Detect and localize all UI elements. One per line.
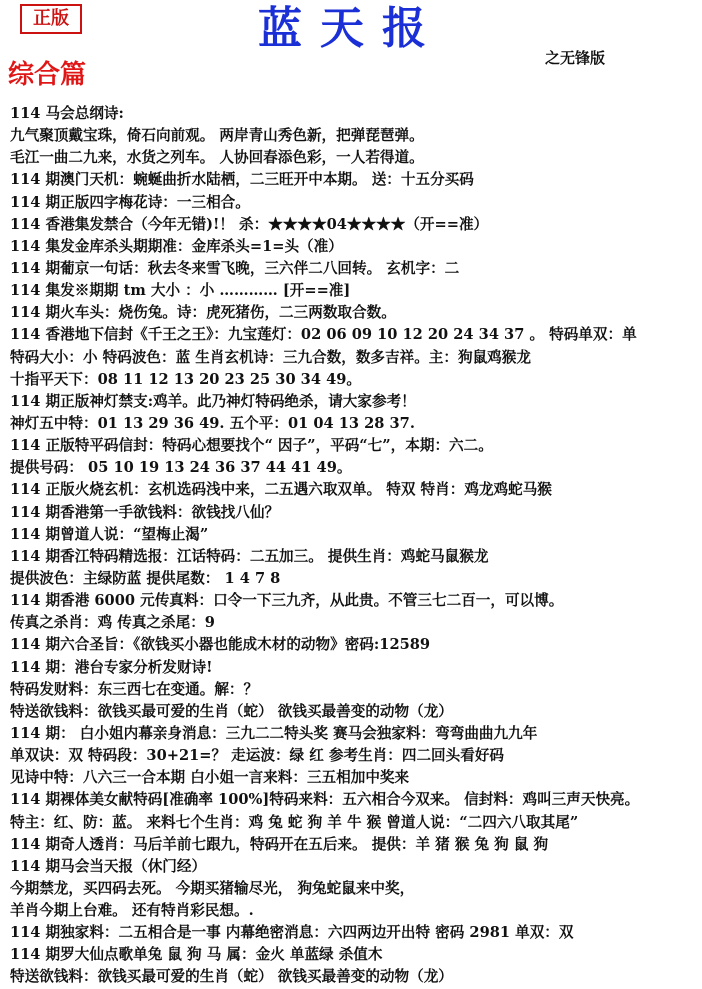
text-line: 特送欲钱料：欲钱买最可爱的生肖（蛇） 欲钱买最善变的动物（龙） <box>10 968 453 986</box>
text-line: 九气聚顶戴宝珠，倚石向前观。 两岸青山秀色新，把弹琵琶弹。 <box>10 127 424 145</box>
edition-label: 之无锋版 <box>545 49 606 67</box>
text-line: 提供波色：主绿防蓝 提供尾数： 1 4 7 8 <box>10 569 281 587</box>
text-line: 提供号码： 05 10 19 13 24 36 37 44 41 49。 <box>10 459 352 477</box>
text-line: 114 期独家料：二五相合是一事 内幕绝密消息：六四两边开出特 密码 2981 单双：双 <box>10 924 574 942</box>
text-line: 114 期：港台专家分析发财诗! <box>10 658 213 676</box>
text-line: 114 集发※期期 tm 大小 ：小 ………… [开==准] <box>10 282 351 300</box>
text-line: 羊肖今期上台难。 还有特肖彩民想。. <box>10 902 254 920</box>
text-line: 114 期奇人透肖：马后羊前七跟九，特码开在五后来。 提供：羊 猪 猴 兔 狗 鼠 狗 <box>10 835 549 853</box>
text-line: 特送欲钱料：欲钱买最可爱的生肖（蛇） 欲钱买最善变的动物（龙） <box>10 702 453 720</box>
text-line: 114 期香江特码精选报：江话特码：二五加三。 提供生肖：鸡蛇马鼠猴龙 <box>10 547 489 565</box>
text-line: 114 集发金库杀头期期准：金库杀头=1=头（准） <box>10 237 343 255</box>
text-line: 今期禁龙，买四码去死。 今期买猪输尽光， 狗兔蛇鼠来中奖， <box>10 879 415 897</box>
text-line: 114 期曾道人说：“望梅止渴” <box>10 525 209 543</box>
text-line: 毛江一曲二九来，水货之列车。 人协回春添色彩，一人若得道。 <box>10 149 424 167</box>
text-line: 114 正版火烧玄机：玄机选码浅中来，二五遇六取双单。 特双 特肖：鸡龙鸡蛇马猴 <box>10 481 552 499</box>
page-title: 蓝天报 <box>258 3 444 54</box>
genuine-badge: 正版 <box>20 4 82 34</box>
text-line: 114 期火车头：烧伤兔。诗：虎死猪伤，二三两数取合数。 <box>10 304 396 322</box>
text-line: 114 期香港第一手欲钱料：欲钱找八仙？ <box>10 503 280 521</box>
article-body <box>10 103 700 989</box>
section-title: 综合篇 <box>8 60 87 90</box>
text-line: 114 马会总纲诗: <box>10 105 124 122</box>
text-line: 传真之杀肖：鸡 传真之杀尾：9 <box>10 614 215 632</box>
text-line: 单双诀：双 特码段：30+21=？ 走运波：绿 红 参考生肖：四二回头看好码 <box>10 747 505 765</box>
text-line: 114 香港地下信封《千王之王》：九宝莲灯：02 06 09 10 12 20 24 34 37 。 特码单双：单 <box>10 326 637 344</box>
text-line: 神灯五中特：01 13 29 36 49. 五个平：01 04 13 28 37. <box>10 414 415 432</box>
text-line: 十指平天下：08 11 12 13 20 23 25 30 34 49。 <box>10 370 361 388</box>
text-line: 114 期澳门天机：蜿蜒曲折水陆栖，二三旺开中本期。 送：十五分买码 <box>10 171 474 189</box>
text-line: 114 正版特平码信封：特码心想要找个“ 因子”，平码“七”，本期：六二。 <box>10 437 493 455</box>
text-line: 114 期马会当天报（休门经） <box>10 857 207 875</box>
text-line: 114 期： 白小姐内幕亲身消息：三九二二特头奖 赛马会独家料：弯弯曲曲九九年 <box>10 724 538 742</box>
text-line: 114 期香港 6000 元传真料：口令一下三九齐，从此贵。不管三七二百一，可以博。 <box>10 592 564 610</box>
text-line: 特主：红、防：蓝。 来料七个生肖：鸡 兔 蛇 狗 羊 牛 猴 曾道人说：“二四六八取其尾” <box>10 813 579 831</box>
text-line: 114 香港集发禁合（今年无错)!！ 杀：★★★★04★★★★（开==准） <box>10 215 489 233</box>
text-line: 114 期裸体美女献特码[准确率 100%]特码来料：五六相合今双来。 信封料：鸡叫三声天快亮。 <box>10 791 640 809</box>
text-line: 特码发财料：东三西七在变通。解：？ <box>10 680 259 698</box>
text-line: 114 期正版神灯禁支:鸡羊。此乃神灯特码绝杀，请大家参考！ <box>10 392 416 410</box>
text-line: 114 期罗大仙点歌单兔 鼠 狗 马 属：金火 单蓝绿 杀值木 <box>10 946 383 964</box>
text-line: 114 期葡京一句话：秋去冬来雪飞晚，三六伴二八回转。 玄机字：二 <box>10 259 460 277</box>
text-line: 114 期六合圣旨：《欲钱买小器也能成木材的动物》密码:12589 <box>10 636 431 654</box>
text-line: 114 期正版四字梅花诗：一三相合。 <box>10 193 250 211</box>
text-line: 见诗中特：八六三一合本期 白小姐一言来料：三五相加中奖来 <box>10 769 410 787</box>
text-line: 特码大小：小 特码波色：蓝 生肖玄机诗：三九合数，数多吉祥。主：狗鼠鸡猴龙 <box>10 348 531 366</box>
